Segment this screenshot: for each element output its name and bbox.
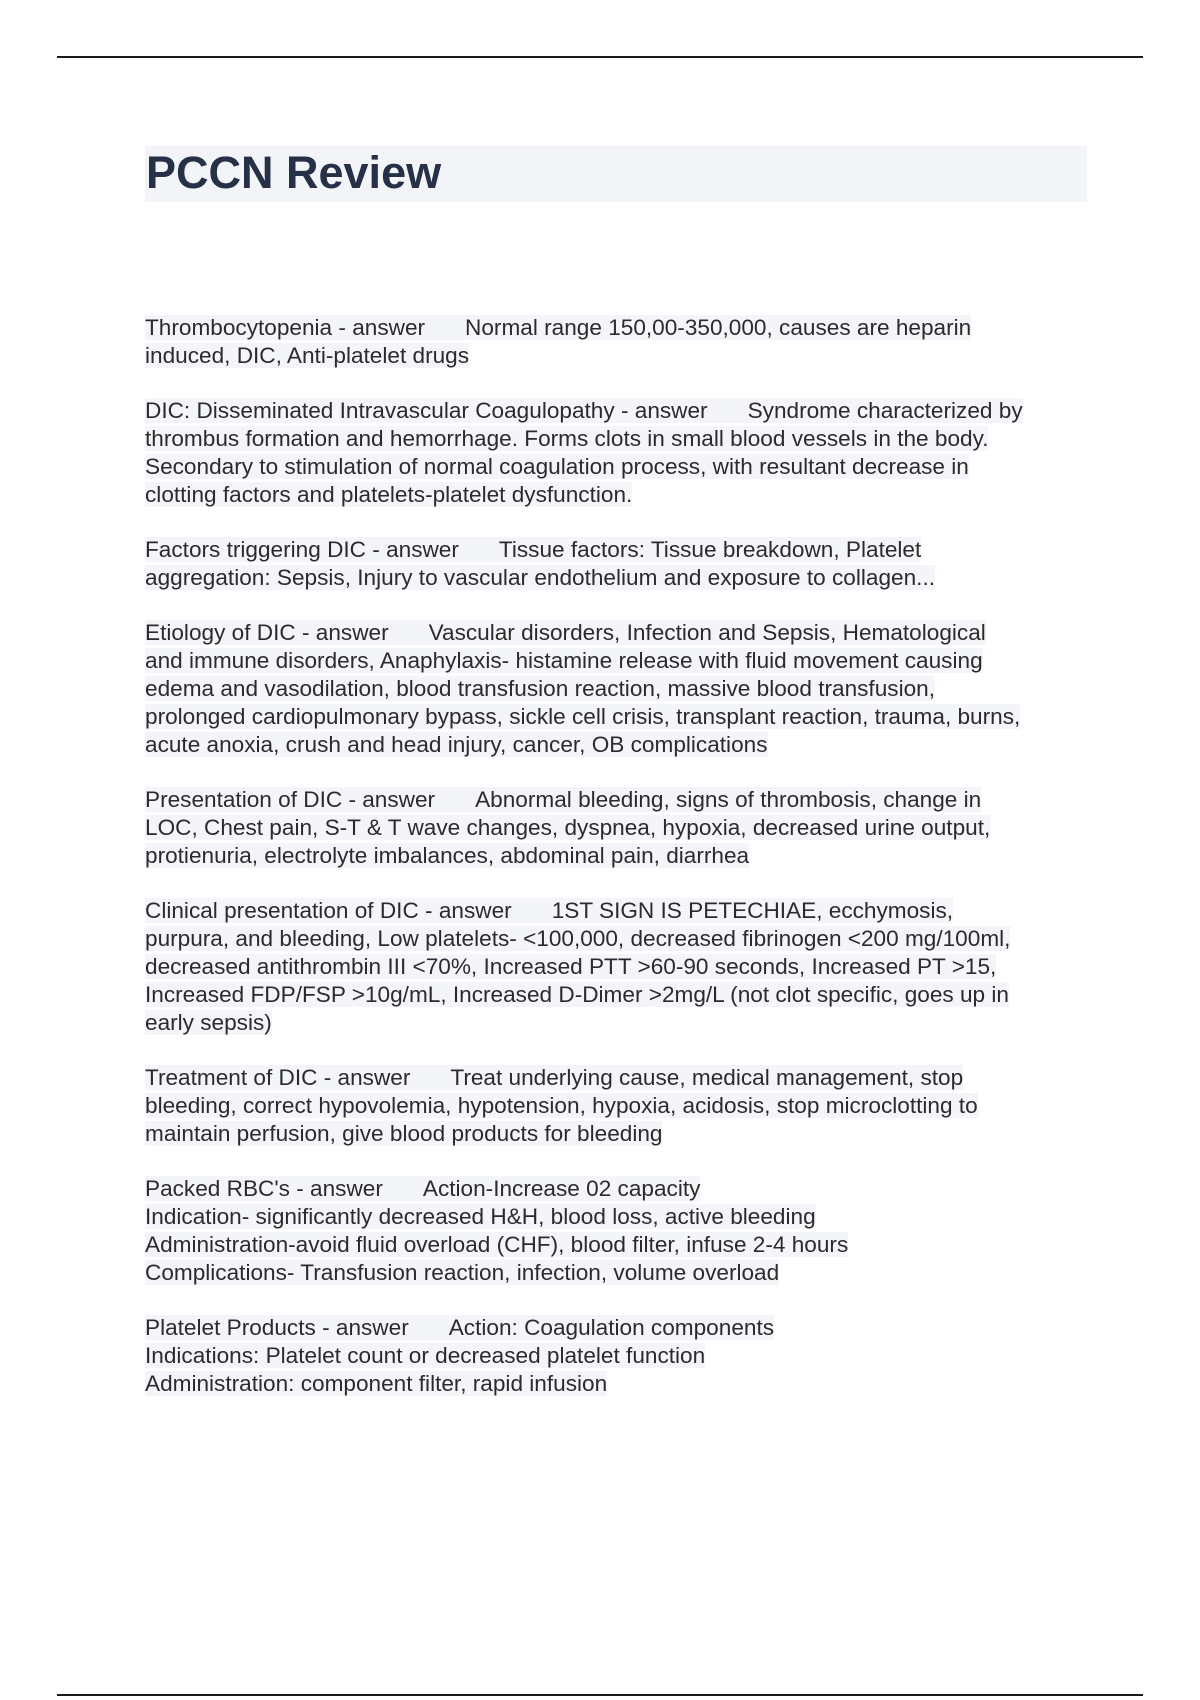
bottom-rule <box>57 1694 1143 1696</box>
flashcard-entry <box>145 897 1105 1037</box>
entry-definition: Action-Increase 02 capacity <box>422 1176 701 1201</box>
entry-term: Clinical presentation of DIC - answer <box>145 898 512 923</box>
entry-definition: Action: Coagulation components <box>448 1315 775 1340</box>
entry-definition: Vascular disorders, Infection and Sepsis, Hematological <box>428 620 986 645</box>
flashcard-entry <box>145 619 1105 759</box>
entry-term: Packed RBC's - answer <box>145 1176 383 1201</box>
flashcard-entry <box>145 536 1105 592</box>
entry-line: Administration-avoid fluid overload (CHF), blood filter, infuse 2-4 hours <box>145 1232 849 1257</box>
entry-line: edema and vasodilation, blood transfusion reaction, massive blood transfusion, <box>145 676 935 701</box>
entry-line: purpura, and bleeding, Low platelets- <100,000, decreased fibrinogen <200 mg/100ml, <box>145 926 1011 951</box>
entry-term: Treatment of DIC - answer <box>145 1065 411 1090</box>
entry-line <box>145 397 1105 425</box>
entry-line: induced, DIC, Anti-platelet drugs <box>145 343 470 368</box>
entry-line <box>145 897 1105 925</box>
entry-line: Indications: Platelet count or decreased platelet function <box>145 1343 706 1368</box>
entry-line: and immune disorders, Anaphylaxis- histamine release with fluid movement causing <box>145 648 983 673</box>
entry-line: thrombus formation and hemorrhage. Forms clots in small blood vessels in the body. <box>145 426 989 451</box>
flashcard-entry <box>145 314 1105 370</box>
entry-line <box>145 1064 1105 1092</box>
entry-term: Factors triggering DIC - answer <box>145 537 459 562</box>
entry-line: decreased antithrombin III <70%, Increased PTT >60-90 seconds, Increased PT >15, <box>145 954 997 979</box>
entry-line: maintain perfusion, give blood products for bleeding <box>145 1121 663 1146</box>
entry-line <box>145 314 1105 342</box>
entry-line: bleeding, correct hypovolemia, hypotension, hypoxia, acidosis, stop microclotting to <box>145 1093 978 1118</box>
entry-term: DIC: Disseminated Intravascular Coagulopathy - answer <box>145 398 708 423</box>
entry-line: Administration: component filter, rapid infusion <box>145 1371 608 1396</box>
flashcard-entry <box>145 1175 1105 1287</box>
entry-definition: Tissue factors: Tissue breakdown, Platelet <box>498 537 922 562</box>
flashcard-entry <box>145 397 1105 509</box>
entry-line: protienuria, electrolyte imbalances, abdominal pain, diarrhea <box>145 843 750 868</box>
flashcard-list <box>145 314 1105 1425</box>
entry-line: aggregation: Sepsis, Injury to vascular endothelium and exposure to collagen... <box>145 565 936 590</box>
entry-line: Complications- Transfusion reaction, infection, volume overload <box>145 1260 780 1285</box>
flashcard-entry <box>145 786 1105 870</box>
entry-line: LOC, Chest pain, S-T & T wave changes, dyspnea, hypoxia, decreased urine output, <box>145 815 991 840</box>
entry-line <box>145 1314 1105 1342</box>
entry-term: Etiology of DIC - answer <box>145 620 389 645</box>
entry-definition: Normal range 150,00-350,000, causes are heparin <box>465 315 972 340</box>
entry-line: clotting factors and platelets-platelet dysfunction. <box>145 482 633 507</box>
entry-line <box>145 536 1105 564</box>
entry-line: early sepsis) <box>145 1010 272 1035</box>
entry-line <box>145 1175 1105 1203</box>
top-rule <box>57 56 1143 58</box>
entry-line: prolonged cardiopulmonary bypass, sickle cell crisis, transplant reaction, trauma, burns, <box>145 704 1021 729</box>
flashcard-entry <box>145 1314 1105 1398</box>
entry-term: Thrombocytopenia - answer <box>145 315 426 340</box>
page-title: PCCN Review <box>146 147 442 198</box>
entry-definition: Abnormal bleeding, signs of thrombosis, change in <box>475 787 982 812</box>
entry-definition: 1ST SIGN IS PETECHIAE, ecchymosis, <box>551 898 954 923</box>
entry-definition: Treat underlying cause, medical management, stop <box>450 1065 964 1090</box>
entry-line: acute anoxia, crush and head injury, cancer, OB complications <box>145 732 768 757</box>
entry-term: Presentation of DIC - answer <box>145 787 436 812</box>
entry-line: Increased FDP/FSP >10g/mL, Increased D-Dimer >2mg/L (not clot specific, goes up in <box>145 982 1009 1007</box>
entry-line <box>145 619 1105 647</box>
entry-line: Secondary to stimulation of normal coagulation process, with resultant decrease in <box>145 454 969 479</box>
entry-line: Indication- significantly decreased H&H, blood loss, active bleeding <box>145 1204 816 1229</box>
entry-line <box>145 786 1105 814</box>
entry-term: Platelet Products - answer <box>145 1315 409 1340</box>
flashcard-entry <box>145 1064 1105 1148</box>
entry-definition: Syndrome characterized by <box>747 398 1023 423</box>
